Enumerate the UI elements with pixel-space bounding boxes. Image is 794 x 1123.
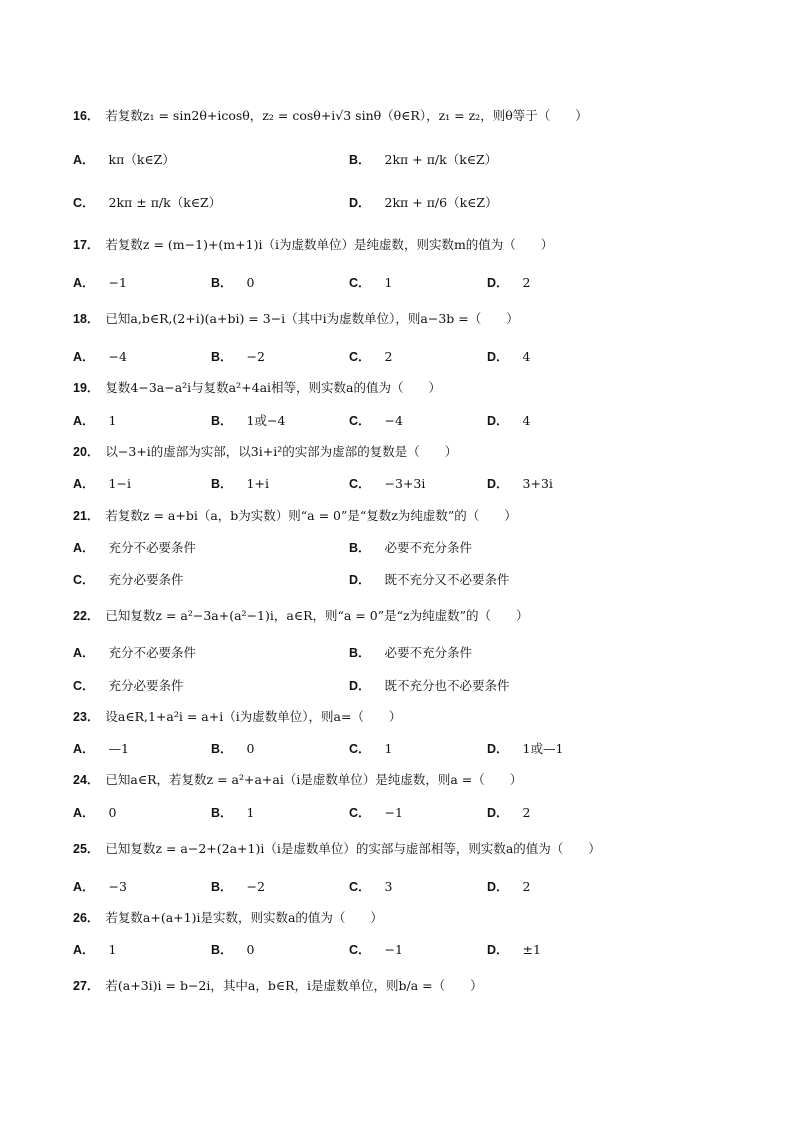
question-number: 17． [73,238,100,252]
option-label: B． [211,477,233,491]
option-text: 1 [246,805,255,820]
option-label: A． [73,350,95,364]
option-text: ±1 [522,942,541,957]
question-stem: 若复数z₁ = sin2θ+icosθ，z₂ = cosθ+i√3 sinθ（θ∈R），z₁ = z₂，则θ等于（ ） [105,108,588,123]
question-stem: 复数4−3a−a²i与复数a²+4ai相等，则实数a的值为（ ） [105,380,441,395]
option-label: D． [487,276,509,290]
option-b [211,739,254,757]
option-b [349,538,472,556]
option-label: C． [349,742,371,756]
option-c [349,474,425,492]
option-a [73,877,127,895]
option-text: 充分不必要条件 [108,540,197,555]
question-number: 24． [73,773,100,787]
option-a [73,643,196,661]
option-label: D． [349,196,371,210]
option-c [73,193,221,211]
option-c [349,273,392,291]
option-label: A． [73,276,95,290]
option-text: 1−i [108,476,131,491]
option-label: B． [211,880,233,894]
option-text: 2kπ + π/k（k∈Z） [384,152,498,167]
question-number: 20． [73,445,100,459]
question-stem: 已知a,b∈R,(2+i)(a+bi) = 3−i（其中i为虚数单位），则a−3b =（ ） [105,311,519,326]
question-26 [73,908,383,926]
question-24 [73,770,522,788]
question-number: 27． [73,979,100,993]
option-text: 1 [384,275,393,290]
option-b [349,643,472,661]
option-label: D． [349,679,371,693]
option-c [73,676,184,694]
option-b [349,150,497,168]
option-d [487,739,563,757]
question-stem: 若(a+3i)i = b−2i，其中a，b∈R，i是虚数单位，则b/a =（ ） [105,978,483,993]
option-label: B． [211,414,233,428]
question-stem: 已知复数z = a²−3a+(a²−1)i，a∈R，则“a = 0”是“z为纯虚数”的（ ） [105,608,529,623]
option-text: 必要不充分条件 [384,540,473,555]
option-text: −4 [108,349,127,364]
option-text: 4 [522,413,531,428]
option-text: 既不充分又不必要条件 [384,572,510,587]
option-a [73,411,116,429]
question-stem: 若复数z = a+bi（a，b为实数）则“a = 0”是“复数z为纯虚数”的（ ） [105,508,517,523]
option-text: 1 [108,413,117,428]
option-label: B． [349,153,371,167]
option-label: A． [73,742,95,756]
question-stem: 以−3+i的虚部为实部，以3i+i²的实部为虚部的复数是（ ） [105,444,458,459]
option-text: −1 [108,275,127,290]
option-c [349,347,392,365]
option-label: B． [211,276,233,290]
question-number: 26． [73,911,100,925]
option-text: 2 [384,349,393,364]
question-19 [73,378,441,396]
option-text: 0 [246,741,255,756]
option-label: C． [349,943,371,957]
option-text: 0 [246,942,255,957]
question-number: 22． [73,609,100,623]
option-label: B． [211,943,233,957]
option-d [487,940,541,958]
option-a [73,803,116,821]
option-text: 4 [522,349,531,364]
option-label: B． [211,806,233,820]
option-label: C． [73,679,95,693]
option-text: 3+3i [522,476,553,491]
question-number: 19． [73,381,100,395]
option-label: C． [349,350,371,364]
option-label: A． [73,880,95,894]
option-text: 2 [522,275,531,290]
question-25 [73,839,601,857]
option-a [73,940,116,958]
option-d [349,193,498,211]
option-label: B． [349,646,371,660]
question-20 [73,442,457,460]
option-b [211,347,265,365]
question-18 [73,309,519,327]
option-text: 1+i [246,476,269,491]
option-label: C． [349,806,371,820]
option-label: C． [73,573,95,587]
option-a [73,150,175,168]
option-d [487,474,553,492]
option-text: −2 [246,349,265,364]
option-text: 0 [246,275,255,290]
option-label: C． [349,477,371,491]
option-b [211,273,254,291]
option-text: 2kπ ± π/k（k∈Z） [108,195,222,210]
option-label: D． [487,880,509,894]
option-c [349,411,403,429]
option-label: D． [487,943,509,957]
option-text: −1 [384,942,403,957]
option-text: 充分必要条件 [108,678,184,693]
option-label: A． [73,646,95,660]
option-a [73,347,127,365]
option-a [73,538,196,556]
option-label: D． [487,350,509,364]
question-number: 18． [73,312,100,326]
question-number: 23． [73,710,100,724]
option-b [211,474,269,492]
option-a [73,273,127,291]
question-stem: 已知复数z = a−2+(2a+1)i（i是虚数单位）的实部与虚部相等，则实数a的值为（ ） [105,841,601,856]
option-b [211,411,285,429]
option-c [349,803,403,821]
question-stem: 若复数a+(a+1)i是实数，则实数a的值为（ ） [105,910,383,925]
option-c [349,739,392,757]
option-a [73,474,131,492]
option-b [211,803,254,821]
option-text: 1或−4 [246,413,286,428]
option-text: −4 [384,413,403,428]
option-text: 充分必要条件 [108,572,184,587]
option-text: 0 [108,805,117,820]
option-d [487,877,530,895]
option-label: A． [73,414,95,428]
question-number: 21． [73,509,100,523]
option-label: A． [73,806,95,820]
option-label: C． [349,276,371,290]
option-text: −3+3i [384,476,426,491]
option-text: kπ（k∈Z） [108,152,175,167]
option-d [487,347,530,365]
option-text: 2 [522,805,531,820]
option-label: B． [211,742,233,756]
option-d [487,803,530,821]
option-text: 1 [108,942,117,957]
option-text: −2 [246,879,265,894]
question-21 [73,506,517,524]
option-text: 3 [384,879,393,894]
option-d [487,411,530,429]
question-23 [73,707,401,725]
option-label: C． [349,414,371,428]
option-text: 2kπ + π/6（k∈Z） [384,195,498,210]
option-text: 1或—1 [522,741,564,756]
question-stem: 已知a∈R，若复数z = a²+a+ai（i是虚数单位）是纯虚数，则a =（ ） [105,772,523,787]
option-text: —1 [108,741,129,756]
option-label: B． [211,350,233,364]
option-text: 1 [384,741,393,756]
question-number: 25． [73,842,100,856]
question-stem: 设a∈R,1+a²i = a+i（i为虚数单位），则a=（ ） [105,709,402,724]
option-b [211,877,265,895]
option-label: D． [487,414,509,428]
option-c [349,940,403,958]
option-c [349,877,392,895]
option-label: A． [73,943,95,957]
option-d [487,273,530,291]
question-number: 16． [73,109,100,123]
question-16 [73,106,588,124]
option-label: D． [487,477,509,491]
option-a [73,739,129,757]
option-d [349,676,510,694]
option-b [211,940,254,958]
option-text: −1 [384,805,403,820]
option-text: 既不充分也不必要条件 [384,678,510,693]
question-17 [73,235,553,253]
option-label: B． [349,541,371,555]
question-22 [73,606,528,624]
option-c [73,570,184,588]
option-label: D． [487,806,509,820]
question-27 [73,976,483,994]
option-label: C． [349,880,371,894]
option-text: 充分不必要条件 [108,645,197,660]
option-text: 必要不充分条件 [384,645,473,660]
option-text: 2 [522,879,531,894]
option-label: C． [73,196,95,210]
option-label: D． [487,742,509,756]
option-label: A． [73,153,95,167]
option-text: −3 [108,879,127,894]
question-stem: 若复数z = (m−1)+(m+1)i（i为虚数单位）是纯虚数，则实数m的值为（ ） [105,237,554,252]
option-label: D． [349,573,371,587]
option-label: A． [73,541,95,555]
option-label: A． [73,477,95,491]
option-d [349,570,510,588]
